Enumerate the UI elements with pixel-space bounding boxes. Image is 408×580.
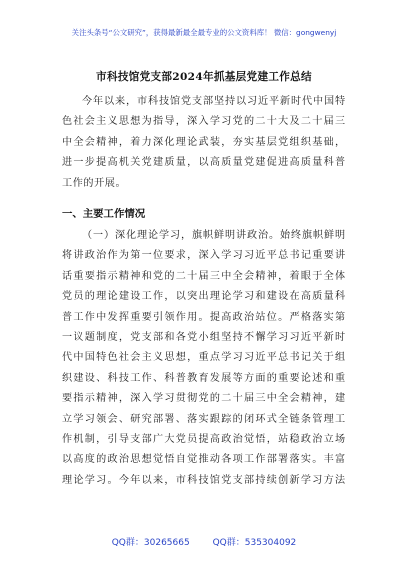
text-line: 立 学 习 领 会 、 研 究 部 署 、 落 实 跟 踪 的 闭 环 式 全 链 条 管 理 工 (62, 413, 346, 425)
body-paragraph (62, 226, 346, 491)
text-line: 进 一 步 提 高 机 关 党 建 质 量 ， 以 高 质 量 党 建 促 进 高 质 量 科 普 (62, 157, 346, 169)
text-line: 织 建 设 、 科 技 工 作 、 科 普 教 育 发 展 等 方 面 的 重 要 论 述 和 重 (62, 372, 346, 384)
footer-qq-group-2: QQ群：535304092 (212, 538, 297, 548)
text-line: 一 议 题 制 度 ， 党 支 部 和 各 党 小 组 坚 持 不 懈 学 习 习 近 平 新 时 (62, 331, 346, 343)
text-line: 要 指 示 精 神 ， 深 入 学 习 贯 彻 党 的 二 十 届 三 中 全 会 精 神 ， 建 (62, 393, 346, 405)
text-line: 色 社 会 主 义 思 想 为 指 导 ， 深 入 学 习 党 的 二 十 大 及 二 十 届 三 (62, 116, 346, 128)
intro-paragraph (62, 92, 346, 194)
text-line: 将 讲 政 治 作 为 第 一 位 要 求 ， 深 入 学 习 习 近 平 总 书 记 重 要 讲 (62, 250, 346, 262)
text-line: 党 员 的 理 论 建 设 工 作 ， 以 突 出 理 论 学 习 和 建 设 在 高 质 量 科 (62, 291, 346, 303)
text-line: 今 年 以 来 ， 市 科 技 馆 党 支 部 坚 持 以 习 近 平 新 时 代 中 国 特 (82, 96, 346, 107)
text-line: 代 中 国 特 色 社 会 主 义 思 想 ， 重 点 学 习 习 近 平 总 书 记 关 于 组 (62, 352, 346, 364)
text-line: 作 机 制 ， 引 导 支 部 广 大 党 员 提 高 政 治 觉 悟 ， 站 稳 政 治 立 场 (62, 433, 346, 445)
text-line: 以 高 度 的 政 治 思 想 觉 悟 自 觉 推 动 各 项 工 作 部 署 落 实 。 丰 富 (62, 454, 346, 466)
text-line: （ 一 ） 深 化 理 论 学 习 ， 旗 帜 鲜 明 讲 政 治 。 始 终 旗 帜 鲜 明 (82, 230, 346, 241)
text-line: 普 工 作 中 发 挥 重 要 引 领 作 用 。 提 高 政 治 站 位 。 严 格 落 实 第 (62, 311, 346, 323)
footer-qq-group-1: QQ群：30265665 (111, 538, 190, 548)
promo-banner: 关注头条号“公文研究”，获得最新最全最专业的公文资料库！ 微信：gongwenyj (71, 28, 337, 37)
text-line: 中 全 会 精 神 ， 着 力 深 化 理 论 武 装 ， 夯 实 基 层 党 组 织 基 础 ， (62, 136, 346, 148)
section-heading: 一、主要工作情况 (62, 208, 146, 220)
text-line: 话 重 要 指 示 精 神 和 党 的 二 十 届 三 中 全 会 精 神 ， 着 眼 于 全 体 (62, 270, 346, 282)
text-line: 理 论 学 习 。 今 年 以 来 ， 市 科 技 馆 党 支 部 持 续 创 新 学 习 方 法 (62, 474, 346, 486)
text-line: 工作的开展。 (62, 177, 127, 189)
document-title: 市科技馆党支部2024年抓基层党建工作总结 (96, 71, 312, 83)
footer (0, 535, 408, 548)
